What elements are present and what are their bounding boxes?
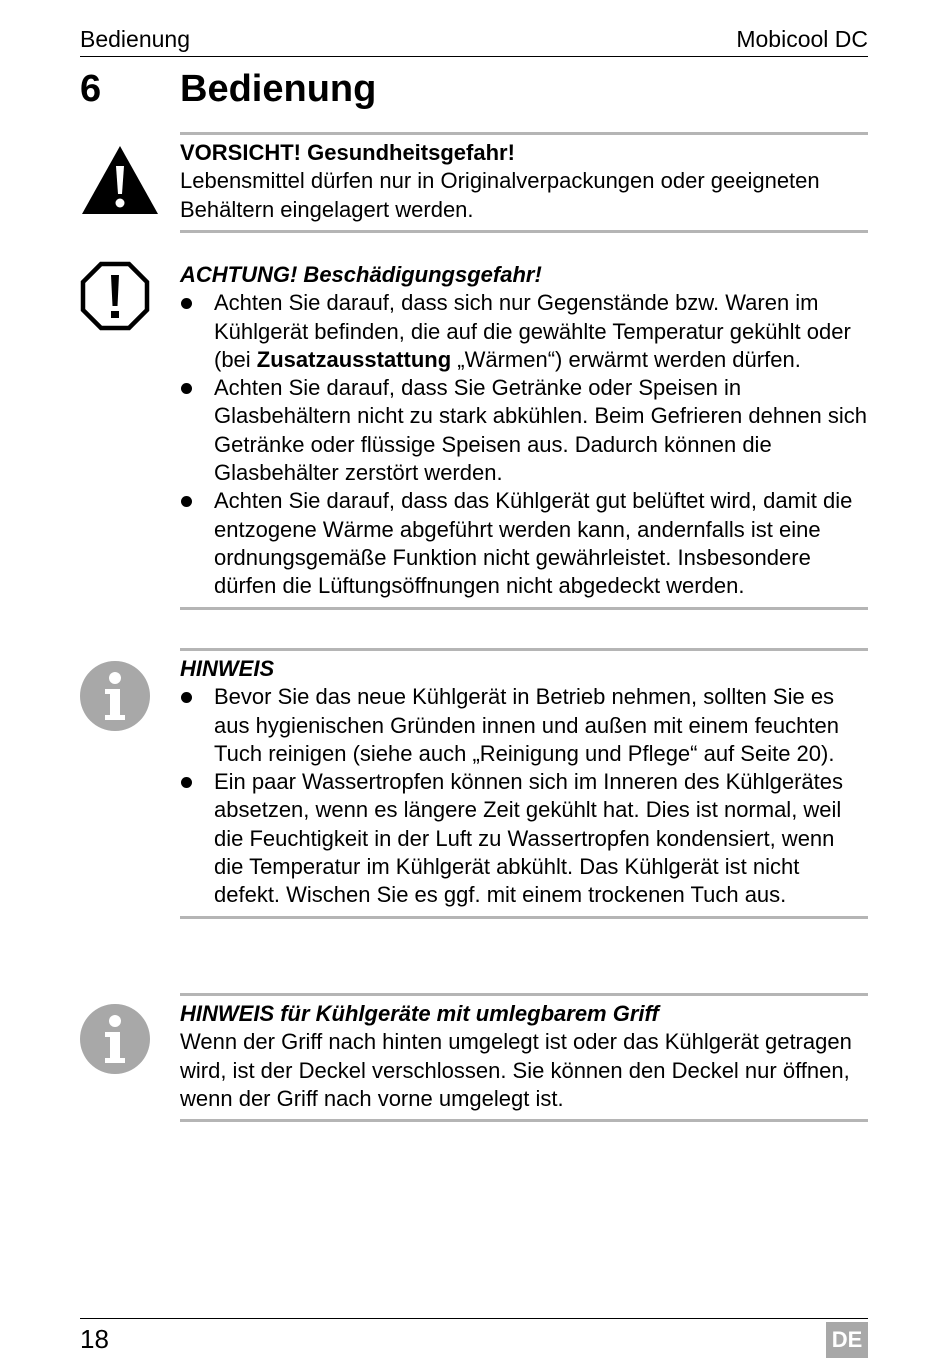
header-section-title: Bedienung [80, 26, 190, 52]
note-box [180, 648, 868, 919]
header-product-name: Mobicool DC [736, 26, 868, 52]
octagon-exclamation-icon [80, 261, 150, 331]
info-icon [80, 1004, 150, 1074]
page-header [80, 22, 868, 57]
list-item: Bevor Sie das neue Kühlgerät in Betrieb nehmen, sollten Sie es aus hygienischen Gründen innen und außen mit einem feuchten Tuch reinigen (siehe auch „Reinigung und Pflege“ auf Seite 20). [180, 683, 868, 768]
list-item-emphasis: Zusatzausstattung [256, 346, 452, 372]
warning-triangle-icon [80, 144, 160, 216]
footer-divider [80, 1318, 868, 1319]
handle-note-heading: HINWEIS für Kühlgeräte mit umlegbarem Griff [180, 1001, 659, 1026]
info-icon [80, 661, 150, 731]
chapter-number: 6 [80, 68, 102, 110]
list-item-text: „Wärmen“) erwärmt werden dürfen. [451, 346, 801, 372]
handle-note-box [180, 993, 868, 1122]
language-badge: DE [826, 1322, 868, 1358]
note-heading: HINWEIS [180, 656, 275, 681]
caution-heading: VORSICHT! Gesundheitsgefahr! [180, 140, 515, 165]
list-item: Achten Sie darauf, dass das Kühlgerät gut belüftet wird, damit die entzogene Wärme abgeführt werden kann, andernfalls ist eine ordnungsgemäße Funktion nicht gewährleistet. Insbesondere dürfen die Lüftungsöffnungen nicht abgedeckt werden. [180, 487, 868, 600]
caution-text: Lebensmittel dürfen nur in Originalverpackungen oder geeigneten Behältern eingelagert werden. [180, 168, 820, 222]
attention-list [180, 289, 868, 600]
page-number: 18 [80, 1324, 109, 1354]
handle-note-text: Wenn der Griff nach hinten umgelegt ist oder das Kühlgerät getragen wird, ist der Deckel verschlossen. Sie können den Deckel nur öffnen, wenn der Griff nach vorne umgelegt ist. [180, 1029, 852, 1111]
attention-heading: ACHTUNG! Beschädigungsgefahr! [180, 262, 542, 287]
note-list [180, 683, 868, 909]
list-item [180, 289, 868, 374]
chapter-title: Bedienung [180, 68, 377, 110]
list-item: Ein paar Wassertropfen können sich im Inneren des Kühlgerätes absetzen, wenn es längere Zeit gekühlt hat. Dies ist normal, weil die Feuchtigkeit in der Luft zu Wassertropfen kondensiert, wenn die Temperatur im Kühlgerät abkühlt. Das Kühlgerät ist nicht defekt. Wischen Sie es ggf. mit einem trockenen Tuch aus. [180, 768, 868, 909]
caution-box [180, 132, 868, 233]
attention-box [180, 230, 868, 610]
list-item-text: Achten Sie darauf, dass sich nur Gegenstände bzw. Waren im Kühlgerät befinden, die auf die gewählte Temperatur gekühlt oder (bei [214, 290, 851, 372]
list-item: Achten Sie darauf, dass Sie Getränke oder Speisen in Glasbehältern nicht zu stark abkühlen. Beim Gefrieren dehnen sich Getränke oder flüssige Speisen aus. Dadurch können die Glasbehälter zerstört werden. [180, 374, 868, 487]
